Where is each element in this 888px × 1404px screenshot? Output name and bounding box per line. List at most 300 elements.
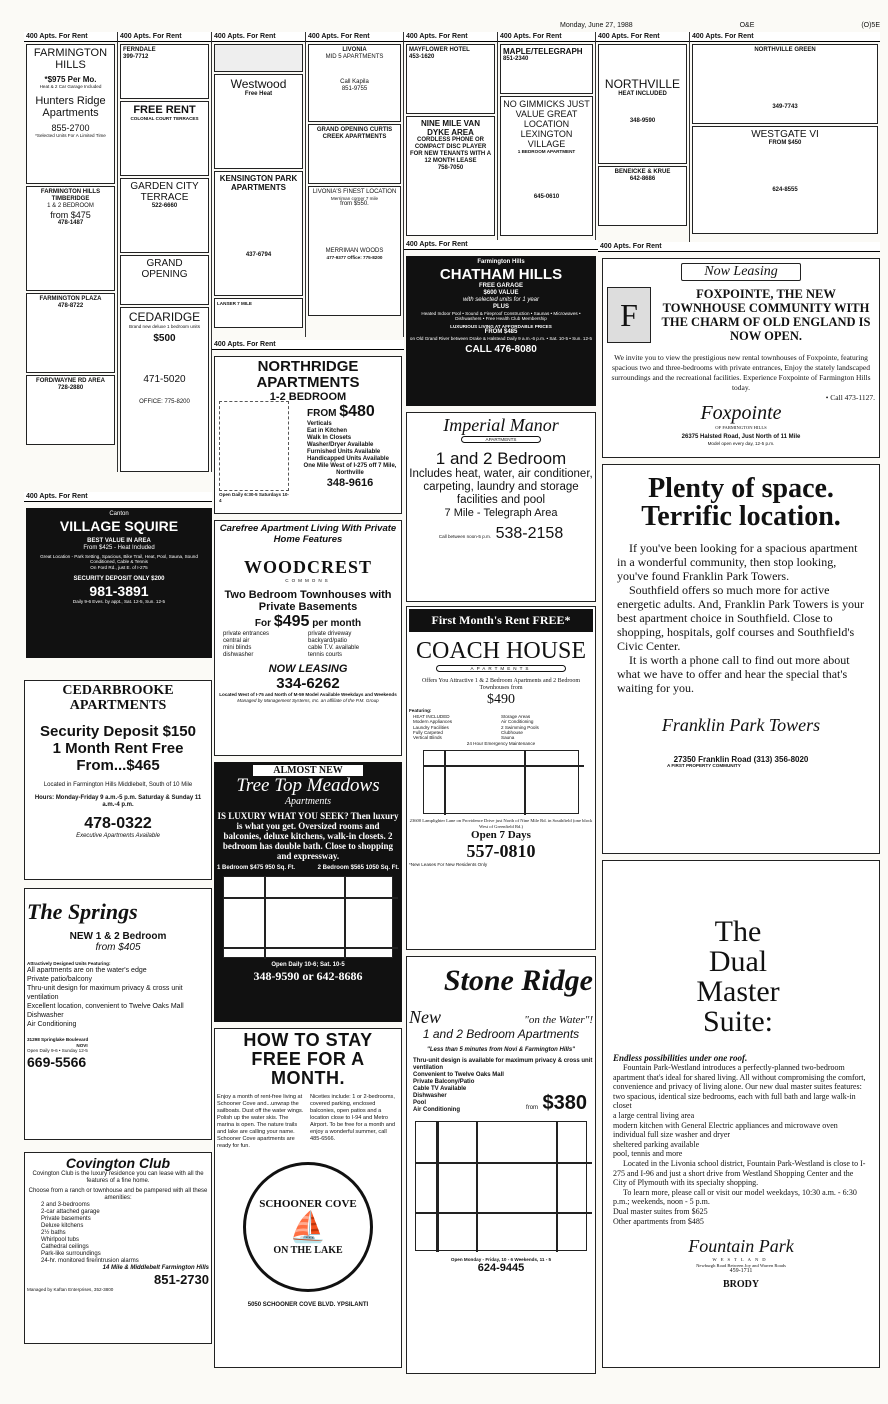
ad-the-springs	[24, 888, 212, 1140]
list-item: private driveway	[308, 631, 352, 638]
ad-title: CEDARBROOKE APARTMENTS	[62, 683, 174, 713]
ad-mgr: Executive Apartments Available	[76, 833, 160, 839]
ad-phone: 348-9590 or 642-8686	[253, 969, 363, 983]
ad-hours: Hours: Monday-Friday 9 a.m.-5 p.m. Saturday & Sunday 11 a.m.-4 p.m.	[34, 795, 202, 808]
running-head	[560, 22, 880, 32]
ad-phone: 728-2880	[57, 385, 84, 391]
list-item: Furnished Units Available	[307, 449, 381, 455]
ad-phone: 478-0322	[84, 815, 152, 832]
ad-for: For	[254, 618, 272, 630]
ad-mgr: Managed by Management Systems, Inc. an affiliate of the P.M. Group	[237, 697, 379, 703]
ad-phone: 453-1620	[409, 54, 435, 60]
list-item: central air	[223, 638, 250, 645]
ad-timberidge	[26, 186, 115, 291]
ad-northridge	[214, 356, 402, 514]
ad-sub: 1 BEDROOM APARTMENT	[517, 149, 576, 154]
ad-p2: 2 Bedroom $565 1050 Sq. Ft.	[317, 865, 399, 871]
ad-sub: APARTMENTS	[461, 436, 541, 443]
amenities-list	[27, 1202, 209, 1265]
ad-phone: 471-5020	[143, 374, 186, 386]
ad-top: Farmington Hills	[477, 259, 525, 265]
ad-from: FROM $450	[768, 140, 802, 146]
ad-addr: Newburgh Road Between Joy and Warren Roads	[696, 1262, 786, 1268]
f-initial-icon: F	[607, 287, 651, 343]
ad-tag: Carefree Apartment Living With Private Home Features	[219, 523, 397, 545]
ad-logo: Foxpointe	[700, 402, 782, 424]
ad-schooner-cove	[214, 1028, 402, 1368]
ad-imperial-manor	[406, 412, 596, 602]
ad-loc: on Old Grand River between Drake & Halstead Daily 9 a.m.-6 p.m. • Sat. 10-5 • Sun. 12-5	[409, 336, 593, 342]
list-item: 2 and 3-bedrooms	[41, 1202, 90, 1208]
ad-area: Canton	[109, 511, 129, 517]
list-item: modern kitchen with General Electric appliances and microwave oven	[613, 1120, 838, 1130]
ad-cedaridge	[120, 307, 209, 472]
ad-right: Niceties include: 1 or 2-bedrooms, covered parking, enclosed balconies, open patios and a location close to I-94 and Metro Airport. To be free for a month and enjoy a wonderful summer, call 485-6566.	[310, 1094, 396, 1142]
ad-title: WOODCREST	[243, 557, 373, 577]
ad-hours: Open Monday - Friday, 10 - 6 Weekends, 11 - 5	[450, 1257, 552, 1262]
ad-title: NORTHRIDGE APARTMENTS	[256, 358, 360, 391]
features-grid	[217, 631, 399, 659]
ad-head: Attractively Designed Units Featuring:	[27, 961, 111, 966]
ad-addr: 27350 Franklin Road (313) 356-8020	[673, 755, 809, 764]
ad-from: From...$465	[76, 757, 160, 774]
column-8	[690, 32, 880, 242]
ad-value: $600 VALUE	[483, 290, 519, 296]
ad-title: CEDARIDGE	[128, 310, 201, 324]
ad-title: KENSINGTON PARK APARTMENTS	[219, 174, 298, 192]
list-item: Fully Carpeted	[413, 730, 443, 736]
list-item: mini blinds	[223, 645, 252, 652]
list-item: sheltered parking available	[613, 1139, 700, 1149]
column-5	[404, 32, 498, 242]
ad-logo2: OF FARMINGTON HILLS	[715, 425, 767, 430]
ad-phone: 624-8555	[772, 187, 798, 193]
ad-sub: Free Heat	[244, 91, 273, 97]
logo-text-2: ON THE LAKE	[273, 1245, 343, 1256]
ad-title: GARDEN CITY TERRACE	[130, 181, 199, 203]
ad-woodcrest	[214, 520, 402, 756]
ad-village-squire	[26, 508, 212, 658]
ad-feat: Featuring:	[409, 708, 432, 714]
ad-deposit: Security Deposit $150	[40, 723, 196, 740]
ad-other: Other apartments from $485	[613, 1216, 704, 1226]
ad-northville-green	[692, 44, 878, 124]
ad-title: GRAND OPENING CURTIS CREEK APARTMENTS	[316, 127, 393, 140]
ad-office: OFFICE: 775-8200	[139, 399, 190, 406]
ad-title: FREE RENT	[133, 104, 196, 116]
section-header: 400 Apts. For Rent	[24, 32, 117, 42]
ad-from: FROM	[307, 408, 337, 419]
suite-features	[613, 1092, 869, 1159]
ad-banner: First Month's Rent FREE*	[409, 609, 593, 632]
section-header: 400 Apts. For Rent	[118, 32, 211, 42]
list-item: individual full size washer and dryer	[613, 1130, 731, 1140]
ad-sub: 1-2 BEDROOM	[269, 391, 347, 403]
list-item: Eat in Kitchen	[307, 428, 348, 434]
ad-choose: Choose from a ranch or townhouse and be pampered with all these amenities:	[28, 1188, 208, 1201]
column-3	[212, 32, 306, 337]
ad-addr: 26375 Halsted Road, Just North of 11 Mile	[681, 434, 801, 441]
ad-line1: BEST VALUE IN AREA	[87, 538, 151, 544]
flower-illustration	[219, 401, 289, 491]
list-item: Private patio/balcony	[27, 976, 92, 984]
ad-phone: 758-7050	[437, 165, 464, 171]
list-item: Private basements	[41, 1216, 91, 1222]
list-item: Private Balcony/Patio	[413, 1079, 475, 1085]
list-item: Air Conditioning	[501, 719, 534, 725]
ad-title: FARMINGTON PLAZA	[39, 296, 102, 302]
ad-intro: Covington Club is the luxury residence you can lease with all the features of a fine home.	[32, 1171, 204, 1184]
ad-price: $500	[153, 333, 176, 345]
ad-sub: NEW 1 & 2 Bedroom	[69, 931, 167, 942]
list-item: Cathedral ceilings	[41, 1244, 89, 1250]
list-item: Convenient to Twelve Oaks Mall	[413, 1072, 504, 1078]
ad-sub: COMMONS	[285, 578, 331, 583]
list-item: Air Conditioning	[413, 1107, 460, 1113]
features-list	[27, 966, 209, 1029]
ad-p1: 1 Bedroom $475 950 Sq. Ft.	[217, 865, 296, 871]
ad-title: GRAND OPENING	[141, 258, 188, 280]
list-item: All apartments are on the water's edge	[27, 967, 147, 975]
list-item: 2½ baths	[41, 1230, 66, 1236]
list-item: Sauna	[501, 735, 515, 741]
list-item: cable T.V. available	[308, 645, 360, 652]
location-map	[423, 750, 579, 814]
ad-price: $495	[273, 613, 310, 631]
ad-farmington-plaza	[26, 293, 115, 373]
section-header: 400 Apts. For Rent	[404, 32, 497, 42]
ad-phone: 437-6794	[245, 252, 272, 258]
list-item: Modern Appliances	[413, 719, 453, 725]
ad-hours: Open Daily 6:30-5 Saturdays 10-4	[219, 492, 289, 503]
ad-sub: Apartments	[284, 796, 332, 807]
ad-less: "Less than 5 minutes from Novi & Farmington Hills"	[426, 1047, 576, 1053]
ad-sub: 1 & 2 BEDROOM	[47, 203, 94, 209]
ad-lanser	[214, 298, 303, 328]
ad-chatham-hills	[406, 256, 596, 406]
column-6	[498, 32, 596, 242]
ad-fountain-park	[602, 860, 880, 1368]
ad-title: FOXPOINTE, THE NEW TOWNHOUSE COMMUNITY WITH THE CHARM OF OLD ENGLAND IS NOW OPEN.	[661, 287, 871, 343]
ad-body: Fountain Park-Westland introduces a perfectly-planned two-bedroom apartment that's ideal for shared living. All without compromising the comfort, convenience and privacy of living alone. Our new dual master suites features:	[613, 1063, 866, 1092]
ad-covington-club	[24, 1152, 212, 1344]
ad-lexington-village	[500, 96, 593, 236]
ad-water: "on the Water"!	[524, 1014, 593, 1026]
list-item: Handicapped Units Available	[307, 456, 389, 462]
ad-model: Model open every day, 12-5 p.m.	[707, 441, 775, 447]
ad-mgr: A FIRST PROPERTY COMMUNITY	[667, 763, 741, 768]
ad-loc: One Mile West of I-275 off 7 Mile, Northville	[303, 463, 397, 476]
ad-info: To learn more, please call or visit our model weekdays, 10:30 a.m. - 6:30 p.m.; weekends, noon - 5 p.m.	[613, 1187, 857, 1207]
section-header: 400 Apts. For Rent	[24, 492, 212, 502]
ad-head: Now Leasing	[681, 263, 801, 281]
section-header: 400 Apts. For Rent	[498, 32, 595, 42]
ad-phone: 851-2340	[503, 56, 529, 62]
ad-title: BENEICKE & KRUE	[614, 169, 671, 175]
ad-p2: Southfield offers so much more for active energetic adults. And, Franklin Park Towers is your best apartment choice in Southfield. Close to shopping, hospitals, golf courses and Southfield's Civic Center.	[617, 583, 865, 653]
column-7	[596, 32, 690, 242]
ad-from: from $475	[50, 210, 91, 220]
ad-phone: 348-9590	[629, 118, 656, 124]
ad-deposit: SECURITY DEPOSIT ONLY $200	[73, 576, 165, 583]
ad-title: Plenty of space. Terrific location.	[641, 473, 841, 532]
ad-name: Hunters Ridge Apartments	[35, 95, 106, 120]
ad-maple-telegraph	[500, 44, 593, 94]
ad-mgr: Managed by Kaftan Enterprises, 352-3800	[27, 1287, 114, 1292]
body-columns	[217, 1094, 399, 1150]
ad-grand-opening	[120, 255, 209, 305]
ad-logo: Fountain Park	[688, 1236, 794, 1257]
ad-phone: 855-2700	[51, 123, 90, 134]
ad-lead: Endless possibilities under one roof.	[613, 1053, 748, 1063]
ad-title: LIVONIA	[342, 47, 367, 53]
run-code: (O)5E	[861, 22, 880, 29]
ad-from: from $405	[95, 942, 141, 953]
ad-addr: 5050 SCHOONER COVE BLVD. YPSILANTI	[247, 1302, 369, 1308]
ad-phone: 669-5566	[27, 1053, 87, 1070]
price-row	[217, 865, 399, 872]
list-item: Cable TV Available	[413, 1086, 467, 1092]
list-item: Park-like surroundings	[41, 1251, 101, 1257]
ad-merriman: MERRIMAN WOODS	[325, 248, 384, 255]
ad-title: FARMINGTON HILLS	[33, 47, 108, 71]
headline-row	[409, 1007, 593, 1028]
list-item: backyard/patio	[308, 638, 348, 645]
logo-text: SCHOONER COVE	[259, 1198, 357, 1210]
ad-lux: LUXURIOUS LIVING AT AFFORDABLE PRICES	[450, 323, 552, 329]
list-item: Dishwasher	[413, 1093, 447, 1099]
column-4	[306, 32, 404, 337]
ad-phone: 348-9616	[326, 477, 374, 489]
ad-select: with selected units for 1 year	[462, 297, 540, 303]
schooner-logo	[243, 1162, 373, 1292]
list-item: Clubhouse	[501, 730, 523, 736]
list-item: Thru-unit design is available for maximum privacy & cross unit ventilation	[413, 1058, 593, 1071]
ad-garden-city	[120, 178, 209, 253]
ad-title: FERNDALE	[123, 47, 156, 53]
ad-title: MAPLE/TELEGRAPH	[503, 47, 583, 56]
ad-new: New	[409, 1007, 442, 1027]
ad-offer: Offers You Attractive 1 & 2 Bedroom Apartments and 2 Bedroom Townhouses from	[421, 678, 581, 692]
ad-body: Includes heat, water, air conditioner, carpeting, laundry and storage facilities and pool	[409, 468, 593, 507]
list-item: Whirlpool tubs	[41, 1237, 80, 1243]
ad-call: • Call 473-1127.	[825, 393, 875, 402]
ad-from: from	[526, 1105, 539, 1111]
ad-phone: 349-7743	[772, 104, 798, 110]
list-item: HEAT INCLUDED	[413, 713, 450, 719]
list-item: Pool	[413, 1100, 426, 1106]
ad-foot: *New Leases For New Residents Only	[409, 862, 488, 868]
ad-p3: It is worth a phone call to find out more about what we have to offer and hear the special that's waiting for you.	[617, 653, 850, 695]
list-item: two spacious, identical size bedrooms, each with full bath and large walk-in closet	[613, 1091, 856, 1111]
list-item: Dishwasher	[27, 1012, 64, 1020]
ad-call: Call Kapila	[340, 79, 369, 85]
list-item: a large central living area	[613, 1110, 695, 1120]
list-item: tennis courts	[308, 652, 343, 659]
ad-from: FROM $485	[484, 329, 518, 336]
ad-title: NO GIMMICKS JUST VALUE GREAT LOCATION LEXINGTON VILLAGE	[503, 99, 590, 149]
ad-price: $490	[487, 692, 515, 708]
ad-title: The Dual Master Suite:	[696, 915, 780, 1038]
ad-title: LIVONIA'S FINEST LOCATION	[312, 189, 397, 195]
ad-phone: 981-3891	[89, 583, 149, 600]
ad-phone: 538-2158	[495, 525, 564, 543]
ad-title: NORTHVILLE GREEN	[754, 47, 816, 53]
section-header: 400 Apts. For Rent	[598, 242, 880, 252]
features-list	[307, 403, 399, 463]
list-item: Deluxe kitchens	[41, 1223, 84, 1229]
ad-line2: From $425 - Heat Included	[83, 545, 155, 551]
location-map	[223, 876, 393, 958]
run-date: Monday, June 27, 1988	[560, 22, 633, 29]
ad-big: 1 and 2 Bedroom	[435, 449, 567, 469]
list-item: Excellent location, convenient to Twelve Oaks Mall	[27, 1003, 184, 1011]
list-item: 24-hr. monitored fire/intrusion alarms	[41, 1258, 139, 1264]
ad-loc: Located West of I-75 and North of M-59 Model Available Weekdays and Weekends	[219, 692, 397, 698]
list-item: Washer/Dryer Available	[307, 442, 374, 448]
headline-row	[607, 287, 875, 343]
list-item: Air Conditioning	[27, 1021, 77, 1029]
ad-loc: 14 Mile & Middlebelt Farmington Hills	[102, 1265, 209, 1271]
ad-phone: 557-0810	[466, 841, 536, 862]
list-item: 2 Swimming Pools	[501, 724, 539, 730]
ad-maint: 24 Hour Emergency Maintenance	[466, 740, 536, 746]
list-item: Laundry Facilities	[413, 724, 449, 730]
ad-phone: 477-9377 Office: 775-8200	[326, 255, 383, 261]
ad-phone: 399-7712	[123, 54, 149, 60]
ad-tree-top-meadows	[214, 762, 402, 1022]
ad-free: 1 Month Rent Free	[52, 740, 184, 757]
ad-title: VILLAGE SQUIRE	[59, 518, 179, 534]
ad-title: FARMINGTON HILLS TIMBERIDGE	[40, 189, 101, 202]
ad-title: WESTGATE VI	[751, 129, 819, 140]
ad-hours: Daily 9-6 Eves. by appt., Sat. 12-5, Sun. 12-5	[72, 599, 166, 605]
ad-northville	[598, 44, 687, 164]
ad-feat: Heated Indoor Pool • Sound & Fireproof Construction • Saunas • Microwaves • Dishwashers • Free Health Club Membership	[421, 311, 581, 322]
section-header: 400 Apts. For Rent	[690, 32, 880, 42]
section-header: 400 Apts. For Rent	[212, 32, 305, 42]
ad-phone: CALL 476-8080	[465, 343, 537, 355]
ad-sub: HEAT INCLUDED	[618, 91, 667, 97]
ad-phone: 478-1487	[57, 220, 84, 226]
ad-line3: Great Location - Park Setting, Spacious, Bike Trail, Heat, Pool, Sauna, Sound Conditioned, Cable & Tennis	[40, 554, 198, 565]
ad-addr: 31298 Springlake Boulevard	[27, 1037, 89, 1043]
ad-sub: Merriman corner 7 mile	[330, 196, 379, 201]
list-item: pool, tennis and more	[613, 1149, 683, 1159]
ad-title: Imperial Manor	[443, 415, 559, 435]
ad-westwood	[214, 74, 303, 169]
list-item: 2-car attached garage	[41, 1209, 100, 1215]
list-item: Walk In Closets	[307, 435, 352, 441]
ad-hours: Open Daily 9-6 • Sunday 12-5	[27, 1048, 88, 1054]
run-paper: O&E	[739, 22, 755, 29]
column-1	[24, 32, 118, 472]
ad-logo2: WESTLAND	[712, 1257, 770, 1263]
ad-phone: 851-9755	[341, 86, 368, 92]
ad-ford-wayne	[26, 375, 115, 445]
ad-title: Stone Ridge	[443, 964, 593, 997]
ad-dual: Dual master suites from $625	[613, 1206, 708, 1216]
ad-kensington	[214, 171, 303, 296]
ad-price: $480	[339, 403, 375, 420]
ad-cedarbrooke	[24, 680, 212, 880]
ad-phone: 624-9445	[477, 1262, 525, 1275]
ad-sub: COLONIAL COURT TERRACES	[130, 116, 199, 121]
section-header: 400 Apts. For Rent	[306, 32, 403, 42]
ad-stone-ridge	[406, 956, 596, 1374]
ad-title: MAYFLOWER HOTEL	[409, 47, 470, 53]
ad-title: NINE MILE VAN DYKE AREA	[421, 119, 480, 137]
ad-hunters-ridge	[26, 44, 115, 184]
ad-title: LANSER 7 MILE	[217, 301, 252, 306]
list-item: Vertical Blinds	[413, 735, 442, 741]
ad-mayflower	[406, 44, 495, 114]
ad-sub: CORDLESS PHONE OR COMPACT DISC PLAYER FOR NEW TENANTS WITH A 12 MONTH LEASE	[409, 137, 492, 164]
ad-great-location	[214, 44, 303, 72]
ad-from: from $550.	[340, 201, 369, 208]
ad-title: Westwood	[230, 77, 287, 91]
ad-free-rent	[120, 101, 209, 176]
ad-per: per month	[312, 618, 362, 630]
ad-coach-house	[406, 606, 596, 950]
ad-head: Two Bedroom Townhouses with Private Basements	[224, 589, 392, 614]
ad-title: NORTHVILLE	[604, 77, 681, 91]
list-item: Thru-unit design for maximum privacy & cross unit ventilation	[27, 985, 183, 1002]
ad-foot: *Selected Units For A Limited Time	[35, 133, 106, 139]
ad-left: Enjoy a month of rent-free living at Schooner Cove and...unwrap the sailboats. Dust off the water wings. Polish up the water skis. The marina is open. The nature trails and lake are calling your name. Schooner Cove apartments are ready for fun.	[217, 1094, 304, 1149]
ad-logo: Franklin Park Towers	[661, 715, 821, 735]
ad-westgate	[692, 126, 878, 234]
ad-phone: 851-2730	[154, 1272, 209, 1287]
ad-loc: 7 Mile - Telegraph Area	[444, 507, 558, 520]
ad-merriman-woods	[308, 186, 401, 316]
list-item: dishwasher	[223, 652, 254, 659]
ad-phone: 459-1711	[729, 1267, 753, 1274]
features-grid	[409, 714, 593, 741]
ad-brody: BRODY	[722, 1278, 760, 1290]
location-map	[415, 1121, 587, 1251]
ad-plus: PLUS	[492, 304, 509, 310]
ad-open: Open 7 Days	[471, 829, 531, 842]
ad-hours: Open Daily 10-6; Sat. 10-5	[271, 962, 345, 968]
ad-call: Call between noon-5 p.m.	[438, 534, 492, 540]
ad-loc: Located in the Livonia school district, Fountain Park-Westland is close to I-275 and I-96 and just a short drive from Westland Shopping Center and the City of Plymouth with its specialty shopping.	[613, 1158, 866, 1188]
column-2	[118, 32, 212, 472]
ad-price: *$975 Per Mo.	[44, 75, 97, 84]
ad-sub: Brand new deluxe 1 bedroom units	[129, 324, 200, 329]
ad-sub: 1 and 2 Bedroom Apartments	[422, 1027, 580, 1041]
list-item: private entrances	[223, 631, 270, 638]
section-header: 400 Apts. For Rent	[404, 240, 598, 250]
ad-title: COACH HOUSE	[415, 638, 586, 664]
ad-title: HOW TO STAY FREE FOR A MONTH.	[243, 1030, 373, 1088]
ad-banner: ALMOST NEW	[253, 765, 363, 776]
section-header: 400 Apts. For Rent	[596, 32, 689, 42]
ad-note: Heat & 2 Car Garage Included	[39, 84, 102, 89]
ad-phone: 645-0610	[533, 194, 560, 201]
ad-leasing: NOW LEASING	[268, 663, 348, 676]
ad-title: FORD/WAYNE RD AREA	[36, 378, 105, 384]
ad-line4: On Ford Rd., just E. of I-275	[90, 564, 148, 570]
ad-sub: MID 5 APARTMENTS	[325, 54, 384, 60]
ad-beneicke	[598, 166, 687, 226]
ad-franklin-park	[602, 464, 880, 854]
ad-body: IS LUXURY WHAT YOU SEEK? Then luxury is what you get. Oversized rooms and balconies, deluxe kitchens, walk-in closets. 2 bedroom has double bath. Close to shopping and expressway.	[217, 811, 399, 861]
ad-phone: 522-6660	[151, 203, 178, 209]
ad-garage: FREE GARAGE	[478, 283, 523, 289]
ad-foxpointe	[602, 258, 880, 458]
ad-loc: Located in Farmington Hills Middlebelt, South of 10 Mile	[43, 782, 193, 788]
